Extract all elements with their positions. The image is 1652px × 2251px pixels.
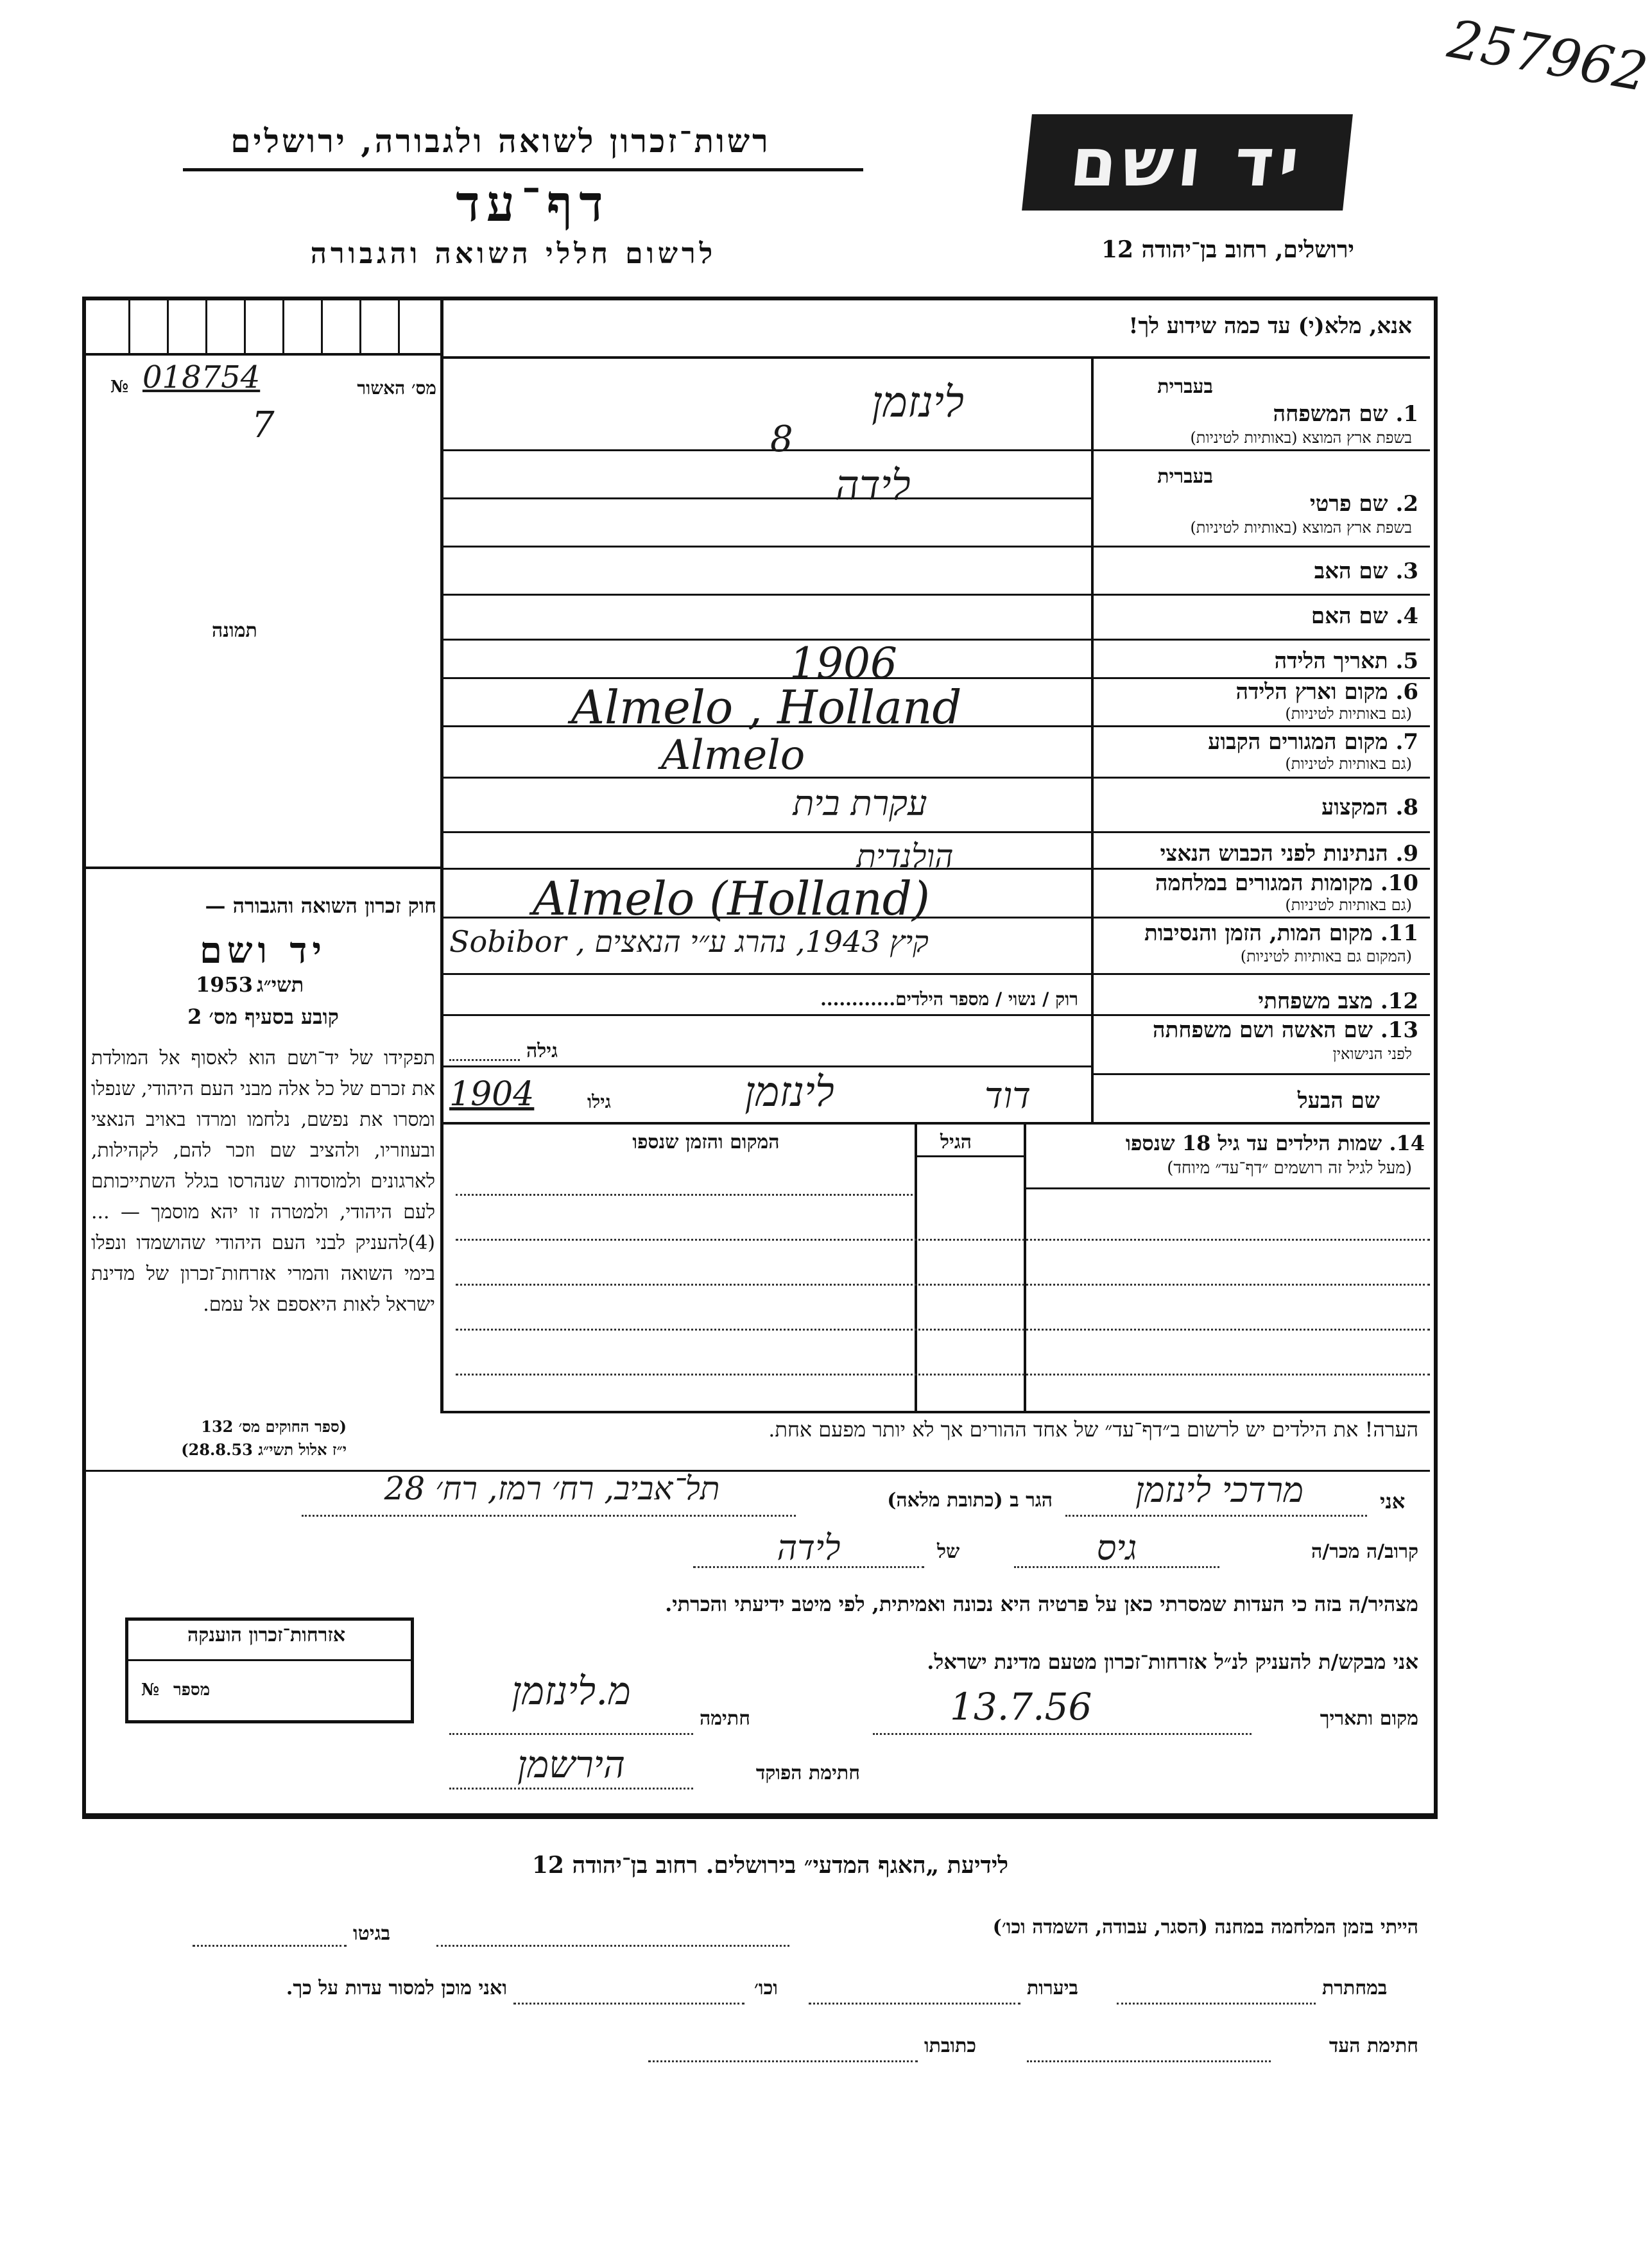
authority-title: רשות־זכרון לשואה ולגבורה, ירושלים xyxy=(230,122,771,160)
field-12-name: מצב משפחתי xyxy=(1258,988,1373,1014)
field-7-name: מקום המגורים הקבוע xyxy=(1208,729,1388,755)
husband-age-label: גילו xyxy=(587,1091,611,1112)
field-2-name: שם פרטי xyxy=(1309,491,1388,517)
field-4-label xyxy=(1097,603,1418,629)
field-5-name: תאריך הלידה xyxy=(1274,648,1388,674)
address: ירושלים, רחוב בן־יהודה 12 xyxy=(1101,236,1354,263)
field-9-name: הנתינות לפני הכבוש הנאצי xyxy=(1160,841,1388,867)
place-date-label: מקום ותאריך xyxy=(1320,1707,1418,1730)
signature-label: חתימה xyxy=(700,1707,750,1730)
husband-value-extra: דוד xyxy=(984,1075,1031,1117)
field-10-label xyxy=(1097,870,1418,896)
archive-number: 257962 xyxy=(1443,8,1652,104)
field-11-sub: (המקום גם באותיות לטיניות) xyxy=(1240,947,1412,965)
bottom-ghetto: בגיטו xyxy=(353,1922,391,1945)
husband-label: שם הבעל xyxy=(1297,1088,1380,1114)
field-2-num: 2. xyxy=(1395,491,1418,517)
marital-options xyxy=(667,988,1078,1010)
children-title xyxy=(1027,1131,1425,1155)
law-book: (ספר החוקים מס׳ 132 xyxy=(201,1417,347,1436)
field-2-sub: בשפת ארץ המוצא (באותיות לטיניות) xyxy=(1190,519,1412,537)
citizenship-title: אזרחות־זכרון הוענקה xyxy=(187,1624,346,1646)
field-7-label xyxy=(1097,729,1418,755)
declarant-ani: אני xyxy=(1380,1489,1406,1514)
bottom-forests: ביערות xyxy=(1027,1977,1079,1999)
approval-prefix: № xyxy=(110,377,129,397)
of-name: לידה xyxy=(777,1528,841,1568)
bottom-title: לידיעת „האגף המדעי״ בירושלים. רחוב בן־יהודה 12 xyxy=(531,1852,1009,1879)
law-book-date: י״ז אלול תשי״ג 28.8.53) xyxy=(181,1440,347,1459)
photo-label: תמונה xyxy=(212,619,257,642)
law-clause: קובע בסעיף מס׳ 2 xyxy=(187,1005,339,1029)
in-hebrew-2: בעברית xyxy=(1157,465,1213,488)
field-1-label xyxy=(1097,401,1418,427)
in-hebrew-1: בעברית xyxy=(1157,375,1213,398)
field-5-num: 5. xyxy=(1395,648,1418,674)
children-col-age: הגיל xyxy=(940,1131,972,1153)
field-12-num: 12. xyxy=(1380,988,1418,1014)
field-7-value: Almelo xyxy=(661,732,805,779)
declarant-resides: הגר ב (כתובת מלאה) xyxy=(887,1489,1053,1512)
field-5-value: 1906 xyxy=(789,639,897,688)
top-left-boxes xyxy=(86,300,442,356)
bottom-witness-sig: חתימת העד xyxy=(1329,2035,1418,2057)
field-8-label xyxy=(1097,795,1418,820)
field-4-name: שם האם xyxy=(1311,603,1388,629)
officer-label: חתימת הפוקד xyxy=(755,1762,860,1784)
approval-extra: 7 xyxy=(252,404,275,446)
declarant-address: תל־אביב, רח׳ רמז, רח׳ 28 xyxy=(384,1470,720,1507)
request: אני מבקש/ת להעניק לנ״ל אזרחות־זכרון מטעם מדינת ישראל. xyxy=(927,1650,1418,1674)
field-1-value-extra: 8 xyxy=(770,418,793,460)
relative-label: קרוב/ה מכר/ה xyxy=(1311,1540,1418,1563)
field-10-num: 10. xyxy=(1380,870,1418,896)
instruction: אנא, מלא(י) עד כמה שידוע לך! xyxy=(1128,313,1412,339)
children-divider-2 xyxy=(915,1125,917,1411)
children-divider-1 xyxy=(1024,1125,1026,1411)
citizenship-no: № xyxy=(141,1680,160,1700)
field-8-num: 8. xyxy=(1395,795,1418,820)
relation-value: גיס xyxy=(1096,1528,1137,1568)
field-5-label xyxy=(1097,648,1418,674)
children-sub: (מעל לגיל זה רושמים ״דף־עד״ מיוחד) xyxy=(1167,1159,1412,1178)
field-13-label xyxy=(1097,1017,1418,1043)
officer-signature: הירשמן xyxy=(517,1743,625,1786)
field-10-sub: (גם באותיות לטיניות) xyxy=(1285,896,1412,914)
field-13-num: 13. xyxy=(1380,1017,1418,1043)
label-column-divider xyxy=(1091,358,1094,1122)
field-8-name: המקצוע xyxy=(1321,795,1388,820)
bottom-etc: וכו׳ xyxy=(754,1977,778,1999)
marital-options-text: רוק / נשוי / מספר הילדים xyxy=(895,988,1078,1010)
field-6-sub: (גם באותיות לטיניות) xyxy=(1285,705,1412,723)
field-9-value: הולנדית xyxy=(856,838,954,875)
declarant-name: מרדכי לינזמן xyxy=(1135,1470,1304,1510)
citizenship-number-label: מספר xyxy=(173,1680,211,1700)
field-11-name: מקום המות, הזמן והנסיבות xyxy=(1144,920,1373,946)
form-title: דף־עד xyxy=(456,175,610,233)
children-num: 14. xyxy=(1389,1131,1425,1155)
field-11-label xyxy=(1097,920,1418,946)
field-9-num: 9. xyxy=(1395,841,1418,867)
field-1-num: 1. xyxy=(1395,401,1418,427)
children-col-place: המקום והזמן שנספו xyxy=(632,1131,780,1153)
note: הערה! את הילדים יש לרשום ב״דף־עד״ של אחד ההורים אך לא יותר מפעם אחת. xyxy=(768,1417,1418,1442)
logo-text: יד ושם xyxy=(1067,123,1308,202)
law-year1: תשי״ג xyxy=(257,972,304,997)
field-3-num: 3. xyxy=(1395,558,1418,584)
field-6-value: Almelo , Holland xyxy=(571,680,962,734)
yad-vashem-logo xyxy=(1022,114,1353,211)
husband-value: לינזמן xyxy=(744,1069,834,1116)
of-label: של xyxy=(937,1540,960,1563)
law-body: תפקידו של יד־ושם הוא לאסוף אל המולדת את זכרם של כל אלה מבני העם היהודי, שנפלו ומסרו את נפשם, נלחמו ומרדו באויב הנאצי ובעוזריו, ולהציב שם וזכר להם, לקהילות, לארגונים ולמוסדות שנהרסו בגלל השתייכותם לעם היהודי, ולמטרה זו יהא מוסמך — ...(4)להעניק לבני העם היהודי שהושמדו ונפלו בימי השואה והמרי אזרחות־זכרון של מדינת ישראל לאות היאספם אל עמם. xyxy=(91,1047,435,1316)
field-6-num: 6. xyxy=(1395,679,1418,705)
field-7-sub: (גם באותיות לטיניות) xyxy=(1285,755,1412,773)
wife-age-label: גילה xyxy=(526,1040,558,1062)
signature-value: מ.לינזמן xyxy=(512,1669,631,1714)
field-13-name: שם האשה ושם משפחתה xyxy=(1153,1017,1373,1043)
field-6-label xyxy=(1097,679,1418,705)
bottom-address: כתובתו xyxy=(924,2035,977,2057)
law-name: יד ושם xyxy=(199,929,327,972)
field-10-value: Almelo (Holland) xyxy=(533,872,930,926)
husband-age: 1904 xyxy=(449,1075,535,1114)
field-4-num: 4. xyxy=(1395,603,1418,629)
declaration: מצהיר/ה בזה כי העדות שמסרתי כאן על פרטיה היא נכונה ואמיתית, לפי מיטב ידיעתי והכרתי. xyxy=(665,1592,1418,1616)
authority-underline xyxy=(183,168,863,171)
approval-number: 018754 xyxy=(142,359,261,395)
field-1-value: לינזמן xyxy=(872,377,964,427)
field-7-num: 7. xyxy=(1395,729,1418,755)
field-3-label xyxy=(1097,558,1418,584)
field-2-value: לידה xyxy=(835,462,911,510)
field-2-label xyxy=(1097,491,1418,517)
field-6-name: מקום וארץ הלידה xyxy=(1235,679,1388,705)
marital-dots: ............ xyxy=(820,988,896,1010)
bottom-hiding: במחתרת xyxy=(1322,1977,1388,1999)
children-title-text: שמות הילדים עד גיל 18 שנספו xyxy=(1125,1131,1382,1155)
field-1-name: שם המשפחה xyxy=(1273,401,1388,427)
approval-label: מס׳ האשור xyxy=(357,377,436,399)
field-1-sub: בשפת ארץ המוצא (באותיות לטיניות) xyxy=(1190,429,1412,447)
law-year2: 1953 xyxy=(196,972,254,997)
left-column-divider xyxy=(440,300,443,1411)
bottom-ready: ואני מוכן למסור עדות על כך. xyxy=(286,1977,507,1999)
field-10-name: מקומות המגורים במלחמה xyxy=(1155,870,1373,896)
field-13-sub: לפני הנישואין xyxy=(1332,1045,1412,1063)
field-9-label xyxy=(1097,841,1418,867)
bottom-separator xyxy=(82,1813,1434,1817)
field-11-value: Sobibor , קיץ 1943, נהרג ע״י הנאצים xyxy=(449,924,929,959)
field-12-label xyxy=(1097,988,1418,1014)
field-3-name: שם האב xyxy=(1314,558,1388,584)
law-title: חוק זכרון השואה והגבורה — xyxy=(205,893,436,918)
form-subtitle: לרשום חללי השואה והגבורה xyxy=(310,237,717,270)
field-11-num: 11. xyxy=(1380,920,1418,946)
bottom-line1: הייתי בזמן המלחמה במחנה (הסגר, עבודה, השמדה וכו׳) xyxy=(992,1916,1418,1938)
field-8-value: עקרת בית xyxy=(793,783,927,824)
date-value: 13.7.56 xyxy=(950,1685,1092,1729)
